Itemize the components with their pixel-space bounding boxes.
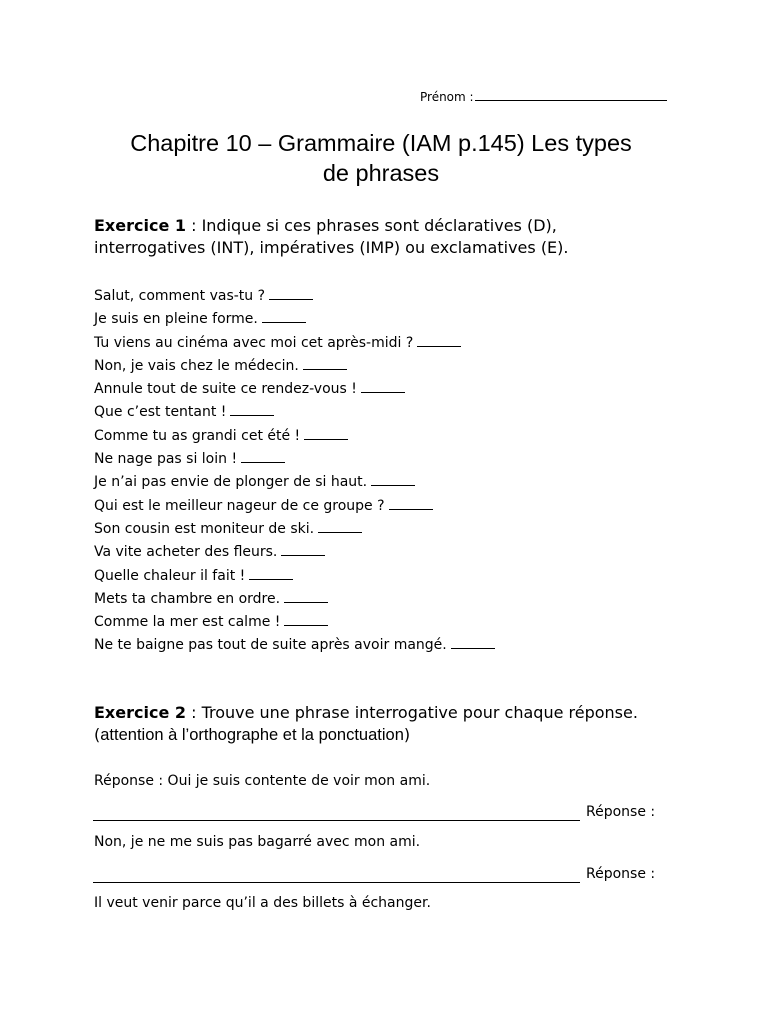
answer-blank[interactable]: [269, 285, 313, 300]
sentence-text: Je n’ai pas envie de plonger de si haut.: [94, 474, 368, 491]
sentence-text: Tu viens au cinéma avec moi cet après-midi ?: [94, 334, 414, 351]
answer-blank[interactable]: [389, 495, 433, 510]
prenom-blank[interactable]: [475, 89, 667, 101]
prenom-field: [420, 89, 667, 104]
answer-blank[interactable]: [303, 355, 347, 370]
exercise-2-instruction: [94, 702, 654, 746]
sentence-item: [94, 425, 495, 448]
answer-blank[interactable]: [241, 448, 285, 463]
response-1: Réponse : Oui je suis contente de voir mon ami.: [94, 773, 431, 789]
answer-blank[interactable]: [371, 471, 415, 486]
exercise-2-emphasis: attention à l’orthographe et la ponctuation: [100, 726, 404, 744]
sentence-item: [94, 378, 495, 401]
sentence-text: Va vite acheter des fleurs.: [94, 544, 278, 561]
sentence-text: Son cousin est moniteur de ski.: [94, 520, 315, 537]
sentence-item: [94, 332, 495, 355]
sentence-text: Comme tu as grandi cet été !: [94, 427, 301, 444]
sentence-item: [94, 565, 495, 588]
sentence-text: Je suis en pleine forme.: [94, 311, 258, 328]
sentence-item: [94, 285, 495, 308]
exercise-1-sentence-list: [94, 285, 495, 658]
exercise-1-instruction: [94, 215, 654, 259]
answer-blank[interactable]: [417, 332, 461, 347]
response-2: Non, je ne me suis pas bagarré avec mon ami.: [94, 834, 421, 850]
exercise-1-label: Exercice 1: [94, 216, 186, 235]
sentence-text: Ne te baigne pas tout de suite après avoir mangé.: [94, 637, 447, 654]
answer-blank[interactable]: [304, 425, 348, 440]
answer-blank[interactable]: [249, 565, 293, 580]
sentence-item: [94, 634, 495, 657]
response-2-label: Réponse :: [586, 804, 656, 820]
answer-blank[interactable]: [361, 378, 405, 393]
sentence-text: Mets ta chambre en ordre.: [94, 590, 281, 607]
question-line-2[interactable]: [93, 820, 580, 821]
sentence-text: Salut, comment vas-tu ?: [94, 288, 266, 304]
prenom-label: Prénom :: [420, 90, 474, 104]
sentence-text: Comme la mer est calme !: [94, 614, 281, 631]
sentence-text: Qui est le meilleur nageur de ce groupe ?: [94, 497, 385, 514]
exercise-2-label: Exercice 2: [94, 703, 186, 722]
sentence-item: [94, 518, 495, 541]
sentence-item: [94, 401, 495, 424]
answer-blank[interactable]: [284, 588, 328, 603]
answer-blank[interactable]: [262, 308, 306, 323]
question-line-3[interactable]: [93, 882, 580, 883]
sentence-item: [94, 471, 495, 494]
sentence-item: [94, 588, 495, 611]
sentence-text: Non, je vais chez le médecin.: [94, 357, 299, 374]
answer-blank[interactable]: [281, 541, 325, 556]
exercise-1-text: : Indique si ces phrases sont déclaratives (D), interrogatives (INT), impératives (IMP) ou exclamatives (E).: [94, 216, 569, 257]
sentence-item: [94, 355, 495, 378]
sentence-text: Quelle chaleur il fait !: [94, 567, 246, 584]
response-3: Il veut venir parce qu’il a des billets à échanger.: [94, 895, 431, 911]
sentence-item: [94, 308, 495, 331]
sentence-item: [94, 448, 495, 471]
exercise-2-text: : Trouve une phrase interrogative pour chaque réponse. (: [94, 703, 638, 744]
answer-blank[interactable]: [230, 401, 274, 416]
sentence-text: Annule tout de suite ce rendez-vous !: [94, 381, 357, 398]
sentence-item: [94, 611, 495, 634]
response-3-label: Réponse :: [586, 866, 656, 882]
answer-blank[interactable]: [451, 634, 495, 649]
sentence-item: [94, 541, 495, 564]
answer-blank[interactable]: [318, 518, 362, 533]
sentence-item: [94, 495, 495, 518]
page-title: Chapitre 10 – Grammaire (IAM p.145) Les types de phrases: [130, 130, 632, 186]
answer-blank[interactable]: [284, 611, 328, 626]
sentence-text: Que c’est tentant !: [94, 404, 227, 421]
sentence-text: Ne nage pas si loin !: [94, 451, 238, 468]
exercise-2-text-end: ): [403, 725, 411, 744]
